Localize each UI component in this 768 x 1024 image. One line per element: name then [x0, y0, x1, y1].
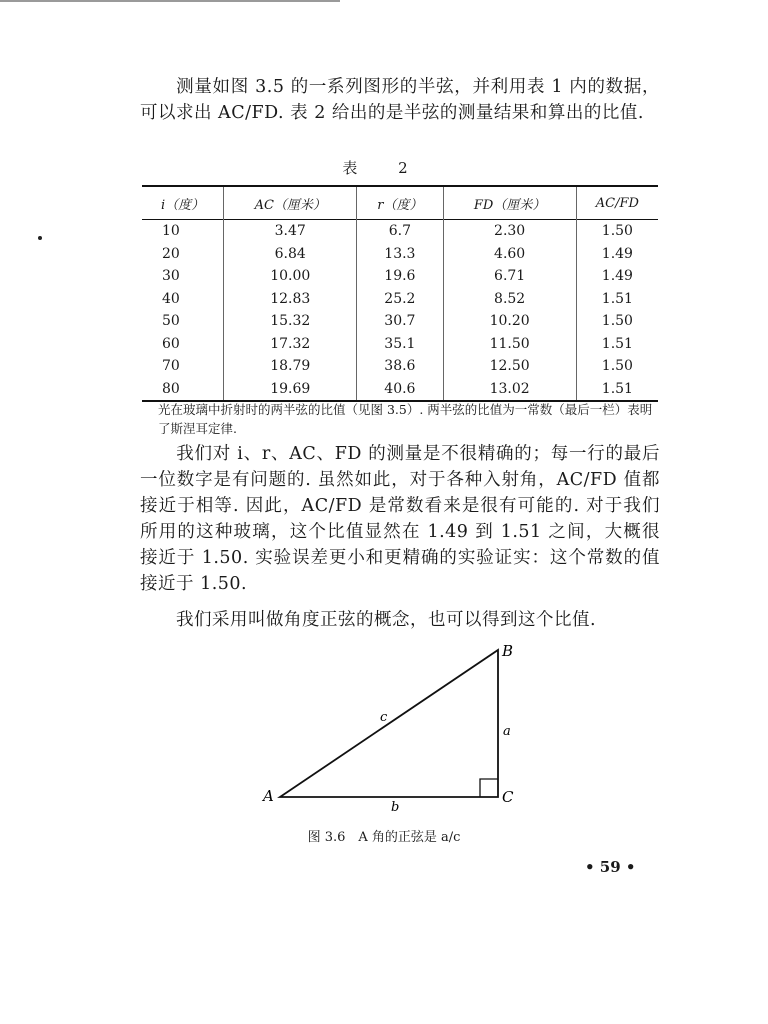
- header-ac: AC（厘米）: [224, 186, 357, 220]
- triangle-shape: [280, 650, 498, 797]
- cell-i: 60: [162, 335, 180, 352]
- table-title: 表 2: [342, 159, 426, 177]
- vertex-label-b: B: [502, 642, 514, 660]
- cell-ratio: 1.51: [576, 378, 658, 402]
- top-rule: [0, 0, 340, 2]
- triangle-figure: [255, 640, 535, 820]
- cell-fd: 13.02: [443, 378, 576, 402]
- cell-r: 40.6: [357, 378, 443, 402]
- cell-r: 19.6: [357, 265, 443, 288]
- table-row: [142, 310, 658, 333]
- table-row: [142, 220, 658, 243]
- cell-ac: 18.79: [224, 355, 357, 378]
- cell-ac: 15.32: [224, 310, 357, 333]
- cell-i: 50: [162, 313, 180, 330]
- table-row: [142, 355, 658, 378]
- cell-i: 80: [162, 380, 180, 397]
- side-label-b: b: [391, 800, 400, 815]
- cell-ratio: 1.49: [576, 265, 658, 288]
- cell-fd: 2.30: [443, 220, 576, 243]
- cell-r: 30.7: [357, 310, 443, 333]
- side-label-a: a: [503, 724, 511, 739]
- right-angle-mark: [480, 779, 498, 797]
- header-ratio: AC/FD: [576, 186, 658, 220]
- table-row: [142, 288, 658, 311]
- table-row: [142, 243, 658, 266]
- paragraph-3-text: 我们采用叫做角度正弦的概念，也可以得到这个比值.: [176, 610, 597, 630]
- scan-speck: [38, 236, 42, 240]
- vertex-label-a: A: [263, 787, 274, 805]
- paragraph-3: [140, 607, 660, 633]
- cell-ratio: 1.50: [576, 355, 658, 378]
- header-fd: FD（厘米）: [443, 186, 576, 220]
- table-row: [142, 378, 658, 402]
- vertex-label-c: C: [502, 788, 514, 806]
- cell-ratio: 1.50: [576, 220, 658, 243]
- cell-fd: 11.50: [443, 333, 576, 356]
- cell-i: 70: [162, 358, 180, 375]
- paragraph-1-text: 测量如图 3.5 的一系列图形的半弦，并利用表 1 内的数据，可以求出 AC/FD. 表 2 给出的是半弦的测量结果和算出的比值.: [140, 77, 660, 123]
- cell-fd: 10.20: [443, 310, 576, 333]
- table-row: [142, 265, 658, 288]
- page-number: • 59 •: [585, 858, 636, 876]
- cell-fd: 4.60: [443, 243, 576, 266]
- table-header-row: [142, 186, 658, 220]
- data-table: [142, 185, 658, 402]
- paragraph-1: [140, 74, 660, 126]
- table-caption: 光在玻璃中折射时的两半弦的比值（见图 3.5）. 两半弦的比值为一常数（最后一栏）表明了斯涅耳定律.: [158, 402, 653, 436]
- cell-ratio: 1.50: [576, 310, 658, 333]
- cell-ratio: 1.49: [576, 243, 658, 266]
- header-i: i（度）: [161, 197, 205, 213]
- cell-r: 38.6: [357, 355, 443, 378]
- cell-ac: 17.32: [224, 333, 357, 356]
- table-row: [142, 333, 658, 356]
- cell-r: 6.7: [357, 220, 443, 243]
- cell-fd: 8.52: [443, 288, 576, 311]
- cell-i: 20: [162, 245, 180, 262]
- cell-r: 35.1: [357, 333, 443, 356]
- cell-ac: 10.00: [224, 265, 357, 288]
- paragraph-2-text: 我们对 i、r、AC、FD 的测量是不很精确的；每一行的最后一位数字是有问题的. 虽然如此，对于各种入射角，AC/FD 值都接近于相等. 因此，AC/FD 是常数看来是很有可能的. 对于我们所用的这种玻璃，这个比值显然在 1.49 到 1.51 之间，大概很接近于 1.50. 实验误差更小和更精确的实验证实：这个常数的值接近于 1.50.: [140, 444, 660, 594]
- paragraph-2: [140, 441, 660, 597]
- cell-r: 25.2: [357, 288, 443, 311]
- cell-ac: 19.69: [224, 378, 357, 402]
- cell-ratio: 1.51: [576, 288, 658, 311]
- cell-ac: 12.83: [224, 288, 357, 311]
- cell-i: 30: [162, 268, 180, 285]
- cell-i: 10: [162, 223, 180, 240]
- figure-caption: 图 3.6 A 角的正弦是 a/c: [307, 830, 461, 845]
- header-r: r（度）: [357, 186, 443, 220]
- cell-r: 13.3: [357, 243, 443, 266]
- cell-i: 40: [162, 290, 180, 307]
- cell-fd: 6.71: [443, 265, 576, 288]
- cell-ratio: 1.51: [576, 333, 658, 356]
- side-label-c: c: [380, 710, 388, 725]
- cell-ac: 6.84: [224, 243, 357, 266]
- cell-fd: 12.50: [443, 355, 576, 378]
- cell-ac: 3.47: [224, 220, 357, 243]
